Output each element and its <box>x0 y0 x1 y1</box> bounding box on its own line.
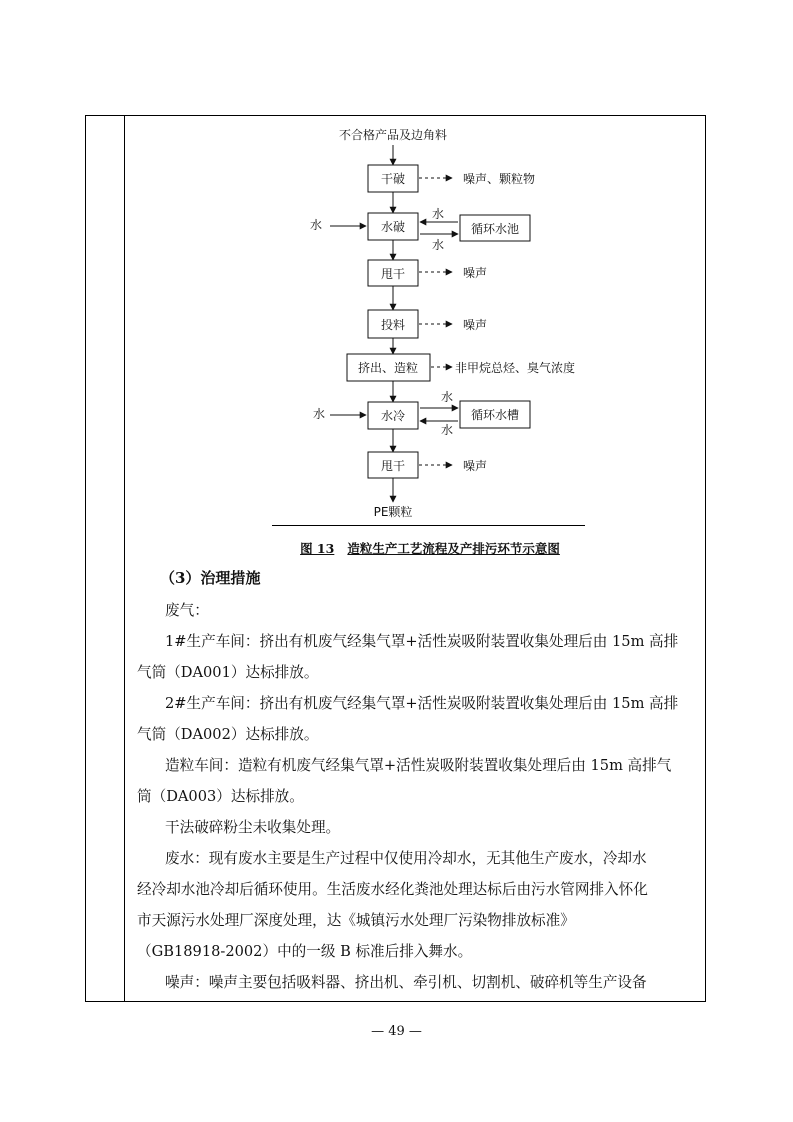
caption-label: 图 13 <box>300 541 335 556</box>
step-label-water-cool: 水冷 <box>380 409 406 423</box>
loop2-top-label: 水 <box>441 390 454 404</box>
water-input-label-2: 水 <box>313 407 326 421</box>
loop2-arrows <box>420 408 458 421</box>
emission-label-2: 噪声 <box>463 266 488 280</box>
flow-output-label: PE颗粒 <box>373 505 413 519</box>
emission-label-1: 噪声、颗粒物 <box>463 172 536 186</box>
paragraph-line: （GB18918-2002）中的一级 B 标准后排入舞水。 <box>137 943 473 960</box>
paragraph-line: 气筒（DA001）达标排放。 <box>137 664 319 681</box>
process-flow-diagram <box>0 0 793 560</box>
step-label-spin-dry-2: 甩干 <box>380 459 406 473</box>
paragraph-line: 气筒（DA002）达标排放。 <box>137 726 319 743</box>
loop2-bottom-label: 水 <box>441 423 454 437</box>
step-label-spin-dry-1: 甩干 <box>380 267 406 281</box>
emission-label-5: 噪声 <box>463 459 488 473</box>
page-number: — 49 — <box>371 1024 422 1039</box>
figure-caption <box>240 539 620 557</box>
water-input-label-1: 水 <box>310 218 323 232</box>
paragraph-line: 经冷却水池冷却后循环使用。生活废水经化粪池处理达标后由污水管网排入怀化 <box>137 881 648 898</box>
step-label-extrude: 挤出、造粒 <box>357 361 419 375</box>
flow-input-label: 不合格产品及边角料 <box>338 128 448 142</box>
emission-label-4: 非甲烷总烃、臭气浓度 <box>455 361 576 375</box>
paragraph-line: 1#生产车间：挤出有机废气经集气罩+活性炭吸附装置收集处理后由 15m 高排 <box>165 633 679 650</box>
loop1-bottom-label: 水 <box>432 238 445 252</box>
paragraph-line: 造粒车间：造粒有机废气经集气罩+活性炭吸附装置收集处理后由 15m 高排气 <box>165 757 672 774</box>
emission-label-3: 噪声 <box>463 318 488 332</box>
paragraph-line: 干法破碎粉尘未收集处理。 <box>165 819 341 836</box>
emission-arrows <box>419 178 452 465</box>
loop-label-pool: 循环水池 <box>470 222 520 236</box>
paragraph-line: 噪声：噪声主要包括吸料器、挤出机、牵引机、切割机、破碎机等生产设备 <box>165 974 647 991</box>
water-input-arrows <box>330 226 366 415</box>
loop-label-tank: 循环水槽 <box>470 408 520 422</box>
paragraph-line: 2#生产车间：挤出有机废气经集气罩+活性炭吸附装置收集处理后由 15m 高排 <box>165 695 679 712</box>
loop1-arrows <box>420 222 458 234</box>
body-text <box>137 595 699 998</box>
step-label-wet-crush: 水破 <box>380 220 406 234</box>
step-label-feeding: 投料 <box>380 318 406 332</box>
step-label-dry-crush: 干破 <box>380 172 406 186</box>
paragraph-line: 市天源污水处理厂深度处理，达《城镇污水处理厂污染物排放标准》 <box>137 912 575 929</box>
section-heading: （3）治理措施 <box>160 569 261 587</box>
paragraph-line: 筒（DA003）达标排放。 <box>137 788 304 805</box>
caption-title: 造粒生产工艺流程及产排污环节示意图 <box>347 541 560 556</box>
caption-rule <box>272 525 585 526</box>
paragraph-line: 废水：现有废水主要是生产过程中仅使用冷却水，无其他生产废水，冷却水 <box>165 850 647 867</box>
paragraph-waste-gas-title: 废气： <box>165 602 209 619</box>
loop1-top-label: 水 <box>432 207 445 221</box>
